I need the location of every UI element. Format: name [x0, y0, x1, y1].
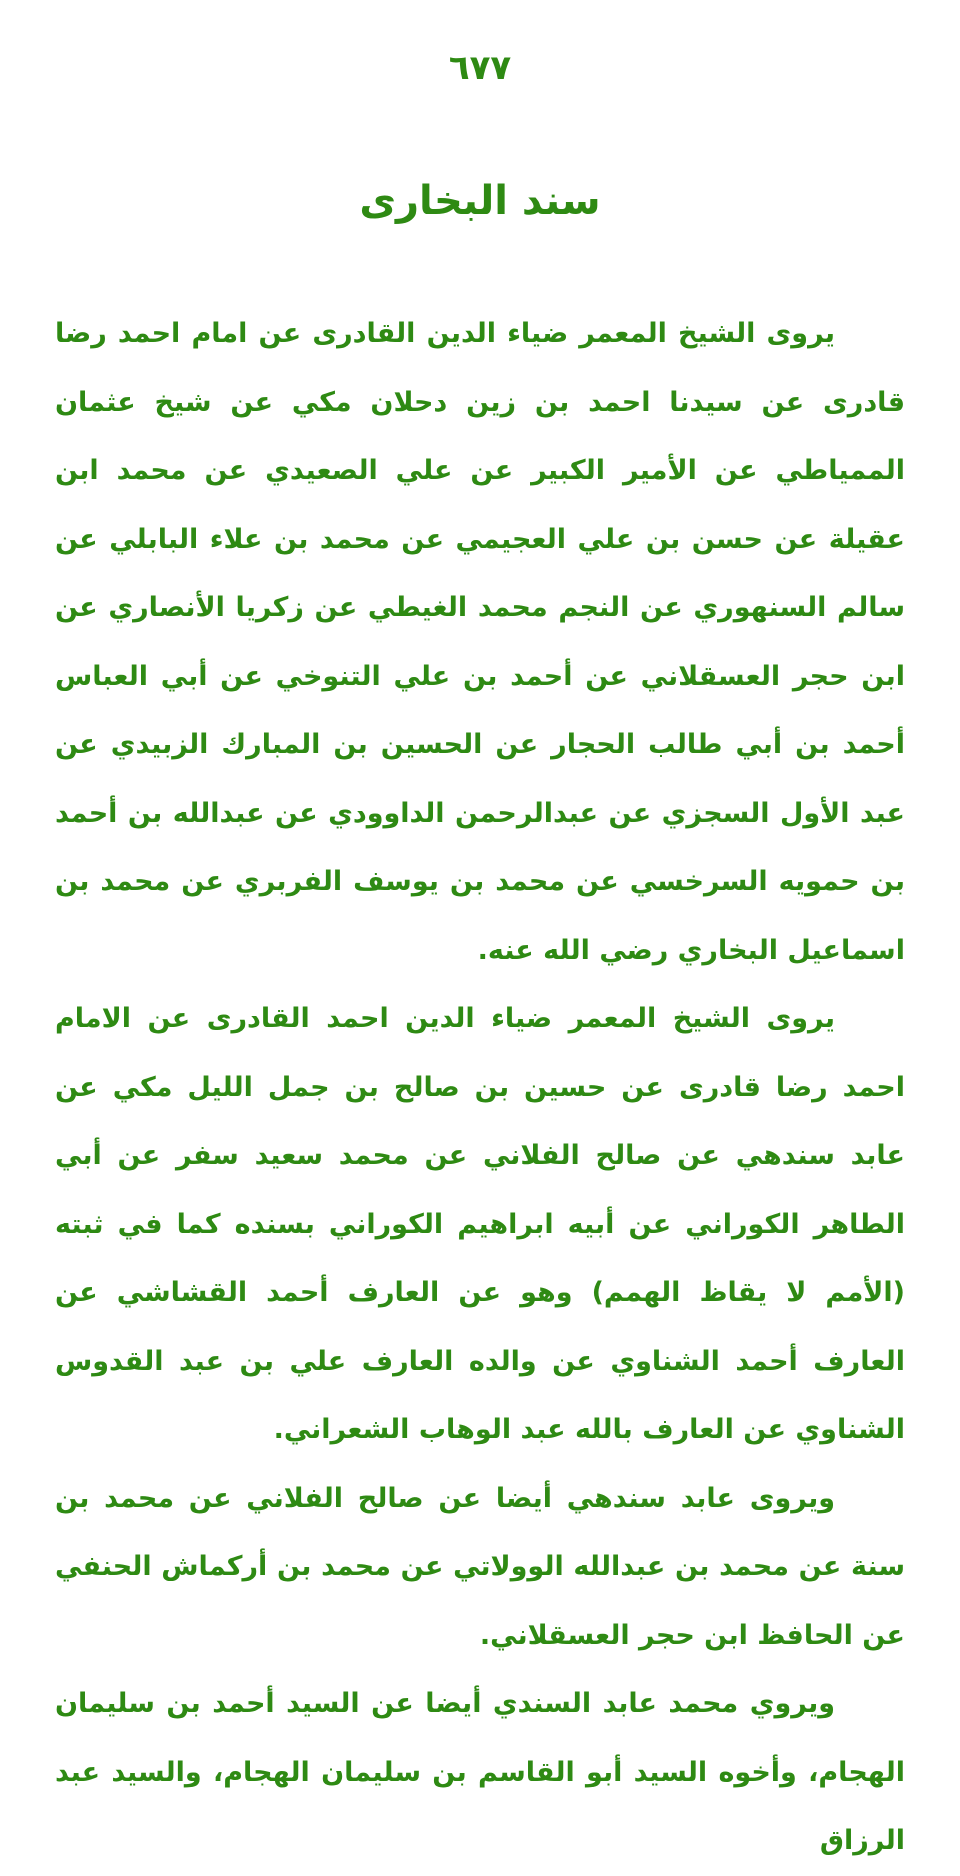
page-number: ٦٧٧ [448, 48, 512, 88]
paragraph-bukhari-chain-4: ويروي محمد عابد السندي أيضا عن السيد أحمد بن سليمان الهجام، وأخوه السيد أبو القاسم بن سليمان الهجام، والسيد عبد الرزاق [55, 1688, 905, 1856]
page-title: سند البخارى [359, 178, 601, 224]
paragraph-bukhari-chain-2: يروى الشيخ المعمر ضياء الدين احمد القادرى عن الامام احمد رضا قادرى عن حسين بن صالح بن جمل الليل مكي عن عابد سندهي عن صالح الفلاني عن محمد سعيد سفر عن أبي الطاهر الكوراني عن أبيه ابراهيم الكوراني بسنده كما في ثبته (الأمم لا يقاظ الهمم) وهو عن العارف أحمد القشاشي عن العارف أحمد الشناوي عن والده العارف علي بن عبد القدوس الشناوي عن العارف بالله عبد الوهاب الشعراني. [55, 1003, 905, 1445]
paragraph-bukhari-chain-1: يروى الشيخ المعمر ضياء الدين القادرى عن امام احمد رضا قادرى عن سيدنا احمد بن زين دحلان مكي عن شيخ عثمان الممياطي عن الأمير الكبير عن علي الصعيدي عن محمد ابن عقيلة عن حسن بن علي العجيمي عن محمد بن علاء البابلي عن سالم السنهوري عن النجم محمد الغيطي عن زكريا الأنصاري عن ابن حجر العسقلاني عن أحمد بن علي التنوخي عن أبي العباس أحمد بن أبي طالب الحجار عن الحسين بن المبارك الزبيدي عن عبد الأول السجزي عن عبدالرحمن الداوودي عن عبدالله بن أحمد بن حمويه السرخسي عن محمد بن يوسف الفربري عن محمد بن اسماعيل البخاري رضي الله عنه. [55, 318, 905, 966]
document-body [55, 300, 905, 1876]
paragraph-bukhari-chain-3: ويروى عابد سندهي أيضا عن صالح الفلاني عن محمد بن سنة عن محمد بن عبدالله الوولاتي عن محمد بن أركماش الحنفي عن الحافظ ابن حجر العسقلاني. [55, 1482, 905, 1651]
